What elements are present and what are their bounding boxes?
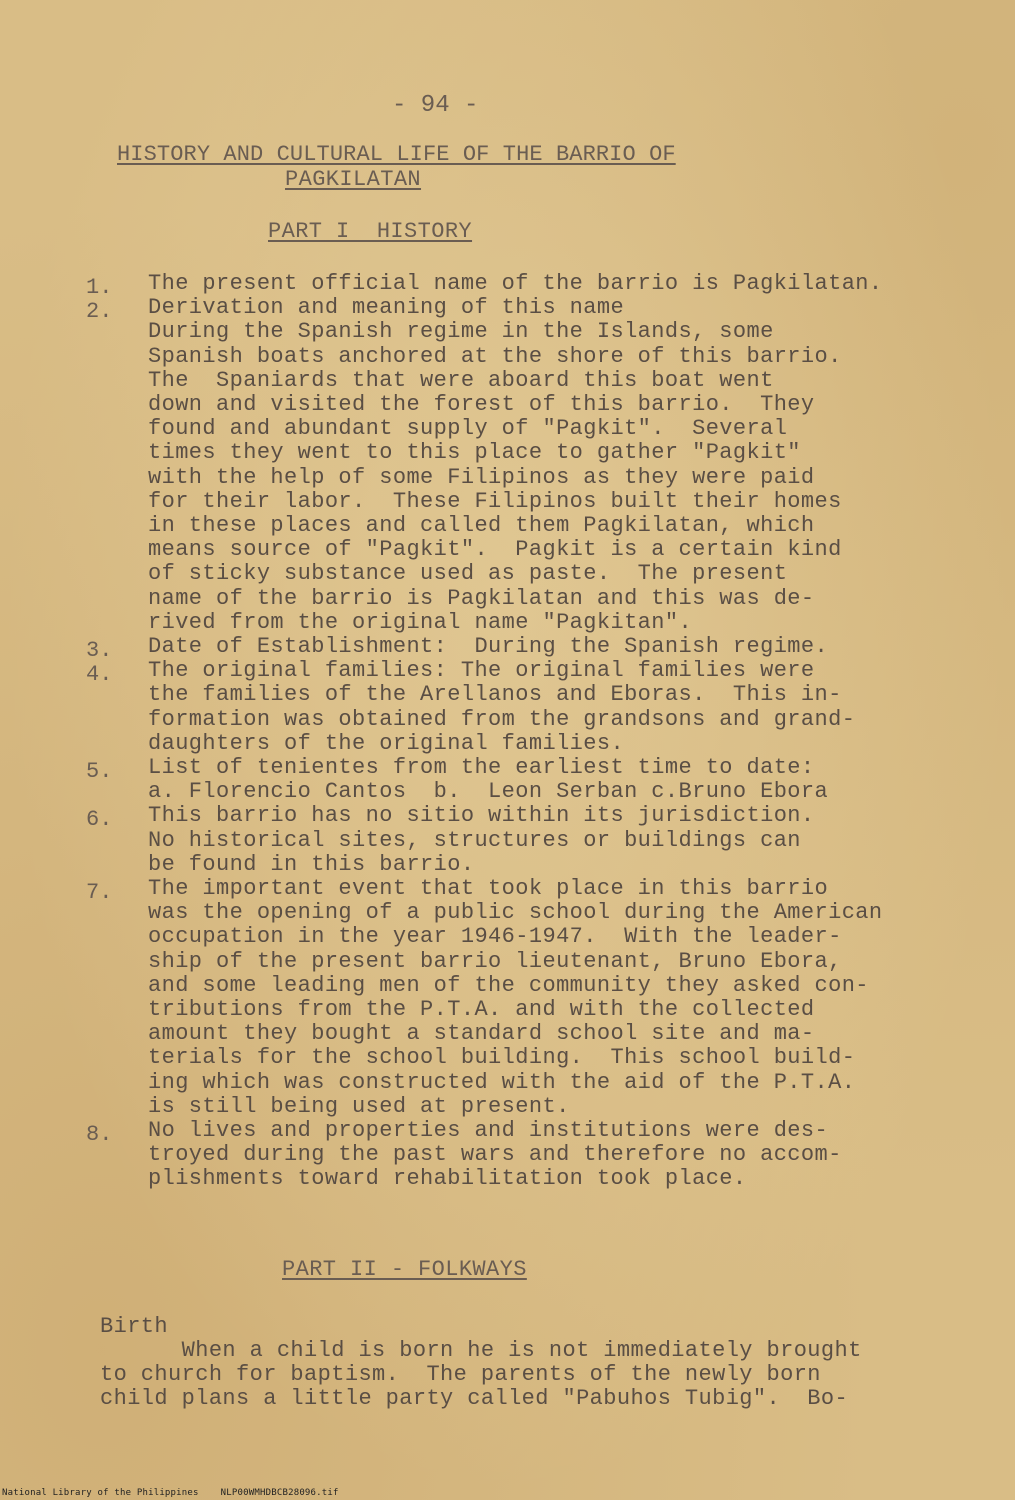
- item-text-line: The original families: The original families were: [148, 658, 815, 684]
- item-text-line: No lives and properties and institutions were des-: [148, 1118, 829, 1143]
- part1-heading: PART I HISTORY: [268, 219, 473, 244]
- item-text-line: troyed during the past wars and therefore no accom-: [148, 1142, 842, 1168]
- scan-footer: [2, 1488, 361, 1498]
- item-text-line: daughters of the original families.: [148, 730, 625, 756]
- document-title-line-1: HISTORY AND CULTURAL LIFE OF THE BARRIO OF: [117, 142, 676, 167]
- item-text-line: name of the barrio is Pagkilatan and this was de-: [148, 585, 815, 611]
- item-text-line: for their labor. These Filipinos built their homes: [148, 488, 842, 514]
- item-text-line: the families of the Arellanos and Eboras. This in-: [148, 682, 842, 708]
- item-text-line: This barrio has no sitio within its jurisdiction.: [148, 803, 815, 829]
- item-text-line: During the Spanish regime in the Islands, some: [148, 319, 774, 345]
- item-text-line: terials for the school building. This school build-: [148, 1045, 856, 1071]
- item-text-line: occupation in the year 1946-1947. With the leader-: [148, 924, 842, 950]
- item-text-line: and some leading men of the community they asked con-: [148, 972, 869, 998]
- item-text-line: is still being used at present.: [148, 1093, 570, 1119]
- page-number: - 94 -: [392, 92, 479, 119]
- birth-heading: Birth: [100, 1314, 169, 1339]
- item-text-line: a. Florencio Cantos b. Leon Serban c.Bruno Ebora: [148, 779, 829, 805]
- item-text-line: List of tenientes from the earliest time to date:: [148, 755, 815, 780]
- item-text-line: amount they bought a standard school site and ma-: [148, 1021, 815, 1047]
- footer-filename: NLP00WMHDBCB28096.tif: [220, 1488, 339, 1498]
- birth-line-3: child plans a little party called "Pabuhos Tubig". Bo-: [100, 1386, 849, 1411]
- item-text-line: found and abundant supply of "Pagkit". Several: [148, 416, 788, 442]
- item-number: 8.: [86, 1122, 113, 1147]
- item-number: 7.: [86, 880, 113, 905]
- item-text-line: formation was obtained from the grandsons and grand-: [148, 706, 856, 732]
- part2-heading: PART II - FOLKWAYS: [282, 1257, 527, 1282]
- birth-line-2: to church for baptism. The parents of the newly born: [100, 1362, 821, 1387]
- item-number: 2.: [86, 299, 113, 325]
- item-number: 1.: [86, 275, 113, 300]
- item-text-line: times they went to this place to gather "Pagkit": [148, 440, 801, 466]
- item-text-line: be found in this barrio.: [148, 851, 475, 877]
- item-text-line: ing which was constructed with the aid of the P.T.A.: [148, 1069, 856, 1095]
- item-text-line: No historical sites, structures or buildings can: [148, 827, 801, 853]
- item-text-line: The present official name of the barrio is Pagkilatan.: [148, 271, 883, 296]
- item-text-line: tributions from the P.T.A. and with the collected: [148, 997, 815, 1022]
- item-text-line: of sticky substance used as paste. The present: [148, 561, 788, 587]
- item-text-line: in these places and called them Pagkilatan, which: [148, 513, 815, 538]
- document-title-line-2: PAGKILATAN: [285, 167, 422, 192]
- item-text-line: The important event that took place in this barrio: [148, 876, 829, 901]
- item-text-line: Derivation and meaning of this name: [148, 295, 625, 321]
- item-text-line: with the help of some Filipinos as they were paid: [148, 464, 815, 490]
- item-text-line: rived from the original name "Pagkitan".: [148, 609, 693, 635]
- item-text-line: Date of Establishment: During the Spanish regime.: [148, 634, 829, 659]
- item-text-line: Spanish boats anchored at the shore of this barrio.: [148, 343, 842, 369]
- item-number: 6.: [86, 807, 113, 833]
- item-text-line: means source of "Pagkit". Pagkit is a certain kind: [148, 537, 842, 563]
- item-text-line: The Spaniards that were aboard this boat went: [148, 367, 774, 393]
- item-number: 4.: [86, 662, 113, 688]
- item-text-line: down and visited the forest of this barrio. They: [148, 392, 815, 417]
- item-number: 5.: [86, 759, 113, 784]
- item-number: 3.: [86, 638, 113, 663]
- item-text-line: plishments toward rehabilitation took place.: [148, 1166, 747, 1192]
- item-text-line: was the opening of a public school during the American: [148, 900, 883, 926]
- item-text-line: ship of the present barrio lieutenant, Bruno Ebora,: [148, 948, 842, 974]
- birth-line-1: When a child is born he is not immediately brought: [100, 1338, 862, 1363]
- footer-institution: National Library of the Philippines: [2, 1488, 199, 1498]
